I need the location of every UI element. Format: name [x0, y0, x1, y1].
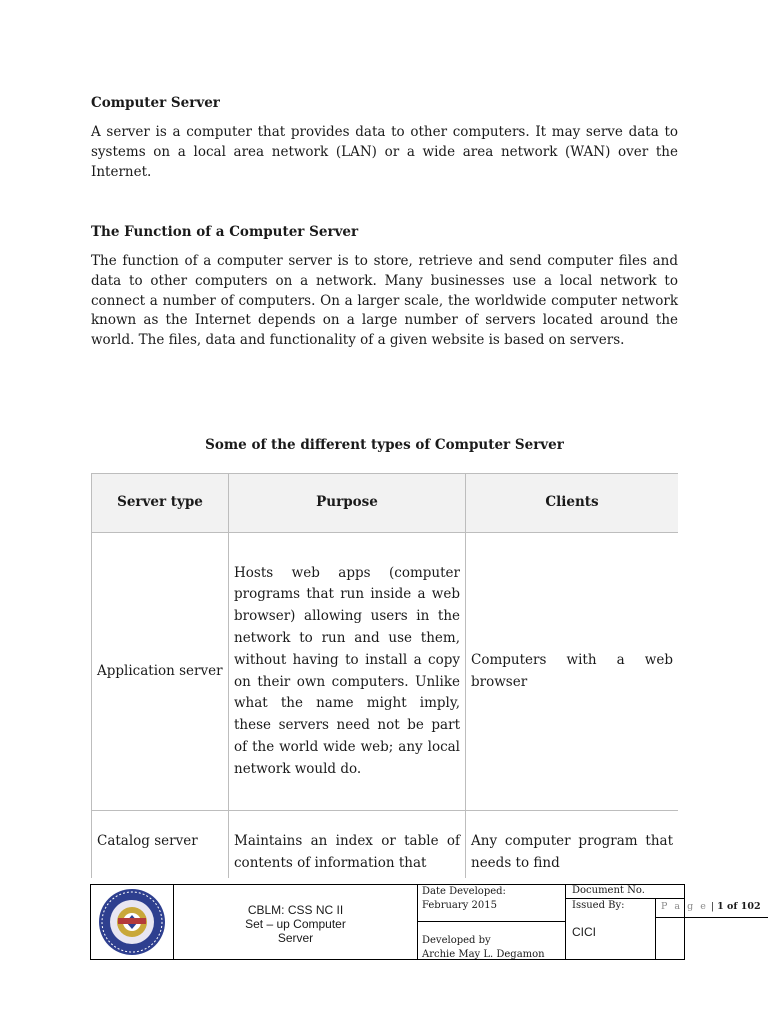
module-line-3: Server — [277, 931, 314, 945]
table-row — [92, 533, 679, 811]
document-footer — [90, 884, 761, 960]
module-title-cell — [174, 885, 418, 959]
logo-cell — [91, 885, 174, 959]
developed-by-cell — [418, 922, 566, 959]
section-body-function: The function of a computer server is to store, retrieve and send computer files and data to other computers on a network. Many businesses use a local network to connect a number of computers. On a larger scale, the worldwide computer network known as the Internet depends on a large number of servers located around the world. The files, data and functionality of a given website is based on servers. — [91, 253, 678, 349]
server-types-table-wrapper — [91, 473, 678, 878]
cell-server-type: Application server — [92, 533, 229, 811]
table-header-row — [92, 474, 679, 533]
document-no-cell — [566, 885, 684, 899]
section-body-computer-server: A server is a computer that provides data to other computers. It may serve data to systems on a local area network (LAN) or a wide area network (WAN) over the Internet. — [91, 124, 678, 180]
cell-clients: Any computer program that needs to find — [466, 811, 679, 879]
page-number: 1 of 102 — [717, 901, 761, 912]
module-line-2: Set – up Computer — [245, 917, 346, 931]
module-line-1: CBLM: CSS NC II — [247, 903, 344, 917]
cell-clients: Computers with a web browser — [466, 533, 679, 811]
issued-by-label: Issued By: — [572, 900, 625, 911]
header-clients: Clients — [466, 474, 679, 533]
cell-server-type: Catalog server — [92, 811, 229, 879]
server-types-table — [91, 473, 678, 878]
date-developed-cell — [418, 885, 566, 922]
header-purpose: Purpose — [229, 474, 466, 533]
developed-by-value: Archie May L. Degamon — [422, 949, 545, 960]
section-heading-computer-server: Computer Server — [91, 95, 220, 111]
table-row — [92, 811, 679, 879]
cell-purpose: Maintains an index or table of contents of information that — [229, 811, 466, 879]
institution-seal-icon — [95, 887, 169, 957]
issued-by-value: CICI — [572, 925, 596, 939]
section-heading-function: The Function of a Computer Server — [91, 224, 359, 240]
date-developed-label: Date Developed: — [422, 886, 506, 897]
date-developed-value: February 2015 — [422, 900, 497, 911]
header-server-type: Server type — [92, 474, 229, 533]
developed-by-label: Developed by — [422, 935, 491, 946]
page-label: P a g e — [661, 901, 708, 912]
table-title: Some of the different types of Computer Server — [205, 437, 564, 453]
document-no-label: Document No. — [572, 885, 645, 896]
page-number-cell: P a g e | 1 of 102 — [661, 901, 761, 912]
cell-purpose: Hosts web apps (computer programs that run inside a web browser) allowing users in the network to run and use them, without having to install a copy on their own computers. Unlike what the name might imply, these servers need not be part of the world wide web; any local network would do. — [229, 533, 466, 811]
